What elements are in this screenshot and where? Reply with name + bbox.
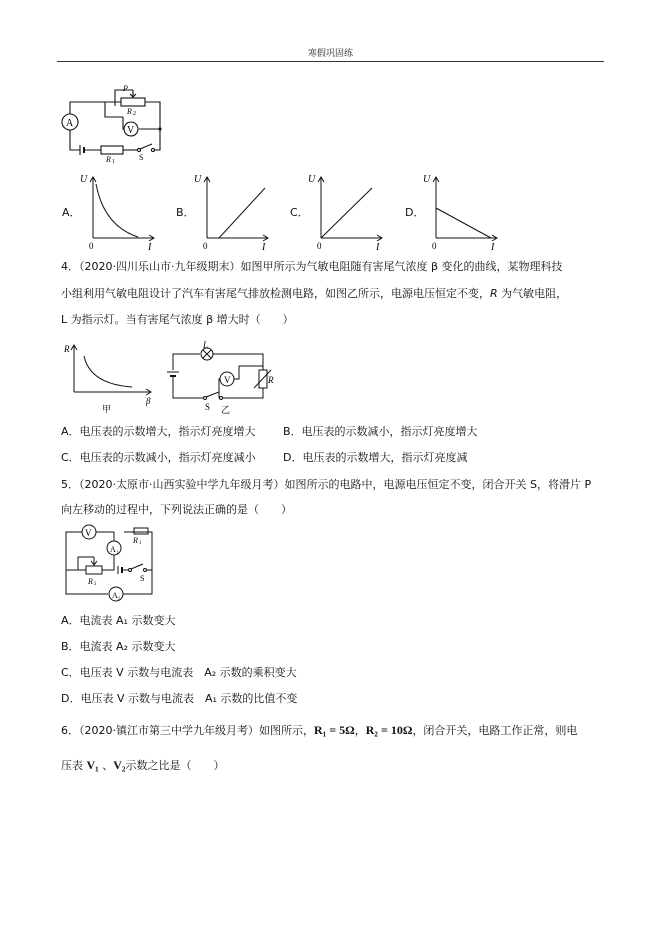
q6-r1-value: R₁ = 5Ω	[314, 723, 355, 737]
q5-option-c: C．电压表 V 示数与电流表 A₂ 示数的乘积变大	[61, 666, 297, 679]
svg-text:1: 1	[116, 551, 119, 556]
circuit-diagram-1	[55, 82, 170, 164]
q5-circuit-diagram	[56, 524, 164, 606]
q4-stem-line1: 4．（2020·四川乐山市·九年级期末）如图甲所示为气敏电阻随有害尾气浓度 β 变化的曲线，某物理科技	[61, 260, 563, 273]
q4-option-b: B．电压表的示数减小，指示灯亮度增大	[283, 425, 478, 438]
voltmeter-label: V	[127, 125, 135, 136]
q4-option-d: D．电压表的示数增大，指示灯亮度减	[283, 451, 468, 464]
svg-text:S: S	[205, 402, 211, 412]
svg-text:I: I	[262, 242, 266, 250]
svg-text:R: R	[64, 344, 70, 354]
rheostat-label: R	[127, 107, 132, 116]
svg-text:U: U	[194, 174, 202, 185]
q4-stem-line3: L 为指示灯。当有害尾气浓度 β 增大时（ ）	[61, 313, 294, 326]
header-divider	[57, 61, 604, 62]
svg-text:0: 0	[317, 241, 322, 250]
graph-option-a-label: A．	[62, 206, 81, 219]
graph-option-a	[78, 168, 158, 250]
svg-text:U: U	[80, 174, 88, 185]
svg-text:L: L	[203, 340, 209, 350]
graph-option-d-label: D．	[405, 206, 425, 219]
switch-label: S	[139, 153, 144, 162]
svg-text:R: R	[88, 577, 93, 586]
slider-label: P	[123, 84, 128, 93]
graph-option-d	[421, 168, 501, 250]
q5-stem-line2: 向左移动的过程中，下列说法正确的是（ ）	[61, 503, 292, 516]
resistor-r1	[101, 146, 123, 154]
graph-option-b-label: B．	[176, 206, 195, 219]
svg-text:2: 2	[133, 111, 136, 117]
svg-text:2: 2	[94, 582, 97, 587]
svg-text:V: V	[85, 528, 92, 538]
q4-figure-jia	[62, 340, 158, 414]
svg-text:U: U	[308, 174, 316, 185]
graph-option-c	[306, 168, 386, 250]
svg-text:0: 0	[89, 241, 94, 250]
q5-option-a: A．电流表 A₁ 示数变大	[61, 614, 176, 627]
graph-option-b	[192, 168, 272, 250]
svg-text:2: 2	[118, 597, 121, 602]
svg-text:0: 0	[203, 241, 208, 250]
svg-text:S: S	[140, 574, 145, 583]
svg-text:A: A	[110, 545, 116, 554]
q6-stem-line1: 6．（2020·镇江市第三中学九年级月考）如图所示，R₁ = 5Ω，R₂ = 10Ω，闭合开关，电路工作正常，则电	[61, 723, 578, 737]
svg-text:0: 0	[432, 241, 437, 250]
svg-text:I: I	[491, 242, 495, 250]
q4-stem-line2: 小组利用气敏电阻设计了汽车有害尾气排放检测电路，如图乙所示，电源电压恒定不变，R 为气敏电阻，	[61, 287, 568, 300]
q6-r2-value: R₂ = 10Ω	[365, 723, 413, 737]
rheostat-r2-q5	[86, 566, 102, 574]
resistor-r1-q5	[134, 528, 148, 534]
svg-text:I: I	[148, 242, 152, 250]
svg-text:R: R	[133, 536, 138, 545]
q4-option-c: C．电压表的示数减小，指示灯亮度减小	[61, 451, 256, 464]
rheostat-r2	[121, 98, 145, 106]
graph-option-c-label: C．	[290, 206, 309, 219]
q4-option-a: A．电压表的示数增大，指示灯亮度增大	[61, 425, 256, 438]
svg-text:U: U	[423, 174, 431, 185]
svg-text:乙: 乙	[221, 405, 231, 415]
svg-text:R: R	[268, 375, 274, 385]
svg-text:甲: 甲	[102, 404, 112, 414]
q5-stem-line1: 5．（2020·太原市·山西实验中学九年级月考）如图所示的电路中，电源电压恒定不变，闭合开关 S，将滑片 P	[61, 478, 592, 491]
q5-option-d: D．电压表 V 示数与电流表 A₁ 示数的比值不变	[61, 692, 298, 705]
svg-text:1: 1	[112, 159, 115, 164]
page-header-title: 寒假巩固练	[307, 49, 353, 59]
q4-figure-yi	[165, 340, 275, 415]
svg-text:β: β	[146, 396, 151, 406]
svg-text:I: I	[376, 242, 380, 250]
svg-text:1: 1	[139, 541, 142, 546]
q6-stem-line2: 压表 V₁ 、V₂示数之比是（ ）	[61, 758, 225, 772]
svg-text:A: A	[112, 591, 118, 600]
ammeter-label: A	[66, 118, 74, 129]
svg-text:V: V	[224, 375, 231, 385]
resistor-label: R	[106, 155, 111, 164]
q5-option-b: B．电流表 A₂ 示数变大	[61, 640, 176, 653]
